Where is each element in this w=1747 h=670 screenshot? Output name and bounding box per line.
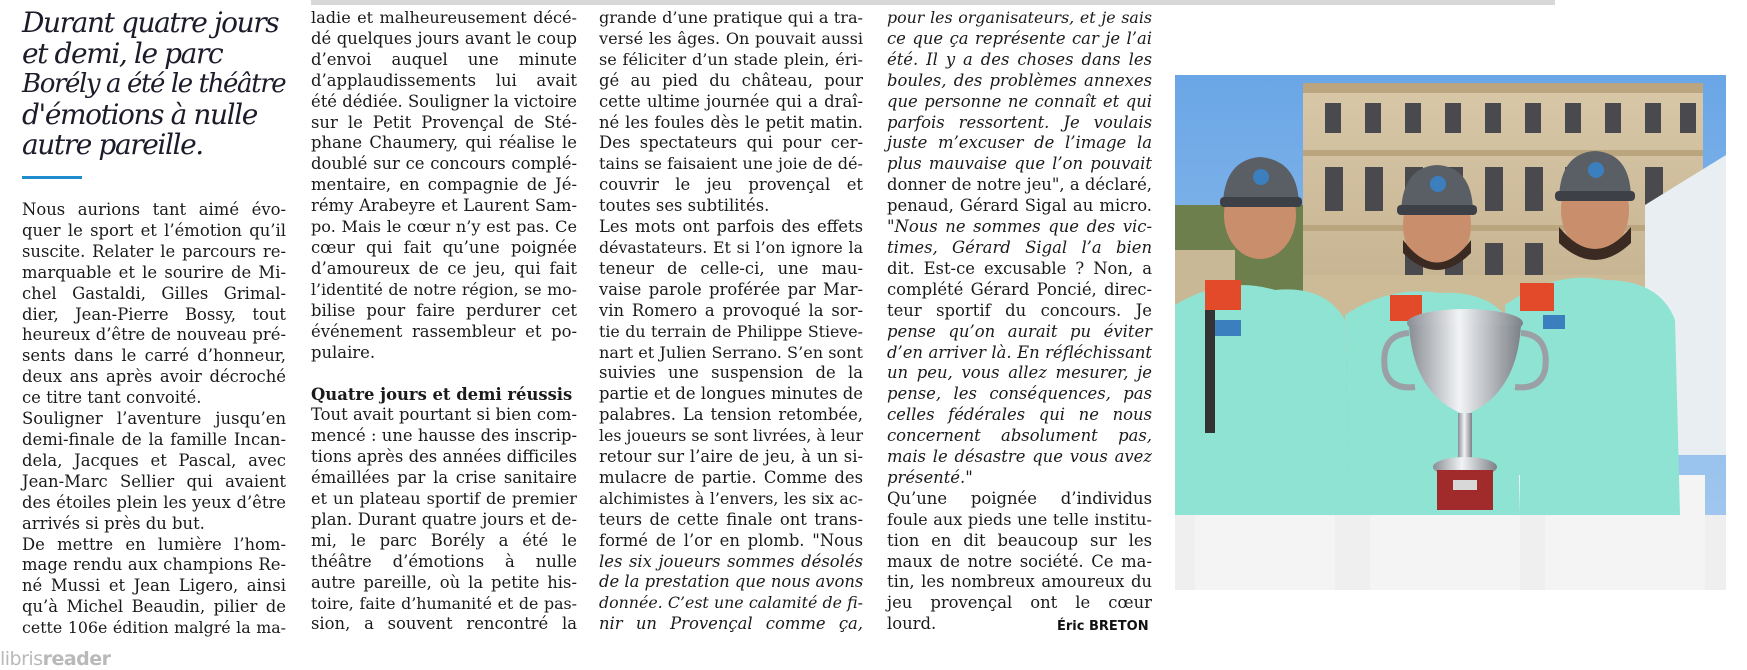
text-line: celles fédérales qui ne nous [887, 405, 1152, 425]
text-line: Nous aurions tant aimé évo- [22, 200, 286, 219]
text-line: maux de notre société. Ce ma- [887, 551, 1152, 571]
article-photo [1175, 75, 1726, 590]
text-line: pulaire. [311, 342, 376, 362]
text-line: vaise parole proférée par Mar- [599, 279, 863, 299]
text-line: mi, le parc Borély a été le [311, 530, 577, 550]
text-line: foule aux pieds une telle institu- [887, 509, 1152, 529]
text-line: mulacre de partie. Comme des [599, 467, 863, 487]
text-line: sents dans le carré d’honneur, [22, 346, 286, 366]
text-line: teur sportif du concours. Je [887, 300, 1152, 320]
photo-credit: Éric BRETON [1057, 619, 1149, 634]
text-line: théâtre d’émotions à nulle [311, 551, 577, 571]
text-line: complété Gérard Poncié, direc- [887, 279, 1152, 299]
text-line: les joueurs se sont livrées, à leur [599, 426, 863, 446]
column-3 [599, 8, 863, 635]
text-line: cœur qui fait qu’une poignée [311, 237, 577, 257]
text-line: phane Chaumery, qui réalise le [311, 133, 577, 153]
text-line: se féliciter d’un stade plein, éri- [599, 49, 863, 69]
text-line: d’amoureux de ce jeu, qui fait [311, 258, 577, 278]
text-line: un peu, vous allez mesurer, je [887, 363, 1152, 383]
text-line: ladie et malheureusement décé- [311, 8, 577, 27]
text-line: sur le Petit Provençal de Sté- [311, 112, 577, 132]
text-line: les six joueurs sommes désolés [599, 551, 863, 571]
text-line: tie du terrain de Philippe Stieve- [599, 321, 863, 341]
text-line: arrivés si près du but. [22, 513, 205, 533]
text-line: parfois ressortent. Je voulais [887, 112, 1152, 132]
text-line: donnée. C’est une calamité de fi- [599, 593, 863, 613]
text-line: quer le sport et l’émotion qu’il [22, 220, 286, 240]
text-line: sion, a souvent rencontré la [311, 614, 577, 634]
section-subhead: Quatre jours et demi réussis [311, 385, 573, 405]
text-line: grande d’une pratique qui a tra- [599, 8, 863, 27]
text-line: jeu provençal ont le cœur [887, 593, 1152, 613]
text-line: Tout avait pourtant si bien com- [311, 405, 577, 425]
text-line: l’identité de notre région, se mo- [311, 279, 577, 299]
text-line: plus mauvaise que l’on pouvait [887, 154, 1152, 174]
text-line: cette 106e édition malgré la ma- [22, 618, 286, 638]
headline-line: autre pareille. [22, 128, 203, 161]
text-line: teneur de celle-ci, une mau- [599, 258, 863, 278]
text-line: suscite. Relater le parcours re- [22, 241, 286, 261]
text-line: nir un Provençal comme ça, [599, 614, 863, 634]
text-line: concernent absolument pas, [887, 426, 1152, 446]
text-line: palabres. La tension retombée, [599, 405, 863, 425]
text-line: émaillées par la crise sanitaire [311, 468, 577, 488]
column-4 [887, 8, 1152, 635]
text-line: demi-finale de la famille Incan- [22, 429, 286, 449]
text-line: toire, faite d’humanité et de pas- [311, 593, 577, 613]
text-line: mage rendu aux champions Re- [22, 555, 286, 575]
text-line: retour sur l’aire de jeu, à un si- [599, 447, 863, 467]
text-line: dela, Jacques et Pascal, avec [22, 450, 286, 470]
text-line: gé au pied du château, pour [599, 70, 863, 90]
text-line: teurs de cette finale ont trans- [599, 509, 863, 529]
text-line: Les mots ont parfois des effets [599, 217, 863, 237]
text-line: cette ultime journée qui a draî- [599, 91, 863, 111]
text-line: Jean-Marc Sellier qui avaient [22, 471, 286, 491]
text-line: dé quelques jours avant le coup [311, 28, 577, 48]
text-line: suivies une suspension de la [599, 363, 863, 383]
text-line: formé de l’or en plomb. "Nous [599, 530, 863, 550]
text-line: ce titre tant convoité. [22, 388, 202, 408]
text-line: été dédiée. Souligner la victoire [311, 91, 578, 111]
brand-part: reader [42, 648, 111, 670]
text-line: pense qu’on aurait pu éviter [887, 321, 1152, 341]
text-line: dier, Jean-Pierre Bossy, tout [22, 304, 286, 324]
text-line: tion en dit beaucoup sur les [887, 530, 1152, 550]
top-border [311, 0, 1555, 5]
text-line: toutes ses subtilités. [599, 196, 770, 216]
text-line: alchimistes à l’envers, les six ac- [599, 488, 863, 508]
text-line: pense, les conséquences, pas [887, 384, 1152, 404]
text-line: ce que ça représente car je l’ai [887, 28, 1152, 48]
column-2 [311, 8, 577, 635]
text-line: d’envoi auquel une minute [311, 49, 577, 69]
text-line: que personne ne connaît et qui [887, 91, 1152, 111]
text-line: Souligner l’aventure jusqu’en [22, 409, 286, 429]
text-line: d’applaudissements lui avait [311, 70, 577, 90]
text-line: né Mussi et Jean Ligero, ainsi [22, 576, 286, 596]
text-line: mencé : une hausse des inscrip- [311, 426, 577, 446]
text-line: deux ans après avoir décroché [22, 367, 286, 387]
text-line: po. Mais le cœur n’y est pas. Ce [311, 217, 577, 237]
text-line: été. Il y a des choses dans les [887, 49, 1152, 69]
text-line: bilise pour faire perdurer cet [311, 300, 577, 320]
text-line: "Nous ne sommes que des vic- [887, 217, 1152, 237]
text-line: De mettre en lumière l’hom- [22, 534, 286, 554]
text-line: plan. Durant quatre jours et de- [311, 509, 577, 529]
text-line: versé les âges. On pouvait aussi [599, 28, 863, 48]
text-line: juste m’excuser de l’image la [887, 133, 1152, 153]
text-line: doublé sur ce concours complé- [311, 154, 577, 174]
headline-line: et demi, le parc [22, 36, 223, 70]
text-line: pour les organisateurs, et je sais [887, 8, 1152, 27]
text-line: né les foules dès le petit matin. [599, 112, 863, 132]
text-line: tions après des années difficiles [311, 447, 577, 467]
text-line: penaud, Gérard Sigal au micro. [887, 196, 1152, 216]
text-line: Qu’une poignée d’individus [887, 488, 1152, 508]
text-line: chel Gastaldi, Gilles Grimal- [22, 283, 286, 303]
text-line: tin, les nombreux amoureux du [887, 572, 1152, 592]
text-line: qu’à Michel Beaudin, pilier de [22, 597, 286, 617]
text-line: times, Gérard Sigal l’a bien [887, 237, 1152, 257]
text-line: nart et Julien Serrano. S’en sont [599, 342, 863, 362]
text-line: d’en arriver là. En réfléchissant [887, 342, 1152, 362]
text-line: de la prestation que nous avons [599, 572, 864, 592]
text-line: lourd. [887, 614, 937, 634]
text-line: mentaire, en compagnie de Jé- [311, 175, 577, 195]
headline [22, 8, 286, 161]
text-line: heureux d’être de nouveau pré- [22, 325, 286, 345]
brand-part: libris [0, 648, 43, 670]
text-line: Des spectateurs qui pour cer- [599, 133, 863, 153]
headline-line: Durant quatre jours [22, 6, 279, 39]
text-line: dit. Est-ce excusable ? Non, a [887, 258, 1152, 278]
text-line: tains se faisaient une joie de dé- [599, 154, 863, 174]
text-line: vin Romero a provoqué la sor- [599, 300, 863, 320]
headline-line: Borély a été le théâtre [22, 69, 286, 99]
text-line: présenté." [887, 467, 973, 487]
text-line: autre pareille, où la petite his- [311, 572, 577, 592]
text-line: boules, des problèmes annexes [887, 70, 1152, 90]
text-line: des étoiles plein les yeux d’être [22, 492, 286, 512]
text-line: événement rassembleur et po- [311, 321, 577, 341]
text-line: donner de notre jeu", a déclaré, [887, 175, 1152, 195]
text-line: mais le désastre que vous avez [887, 447, 1152, 467]
text-line: rémy Arabeyre et Laurent Sam- [311, 196, 577, 216]
column-1 [22, 200, 286, 639]
text-line: couvrir le jeu provençal et [599, 175, 863, 195]
text-line: partie et de longues minutes de [599, 384, 863, 404]
brand-logo [0, 648, 111, 670]
text-line: et un plateau sportif de premier [311, 489, 577, 509]
text-line: dévastateurs. Et si l’on ignore la [599, 237, 863, 257]
accent-rule [22, 176, 82, 179]
text-line: marquable et le sourire de Mi- [22, 262, 286, 282]
headline-line: d'émotions à nulle [22, 97, 257, 131]
